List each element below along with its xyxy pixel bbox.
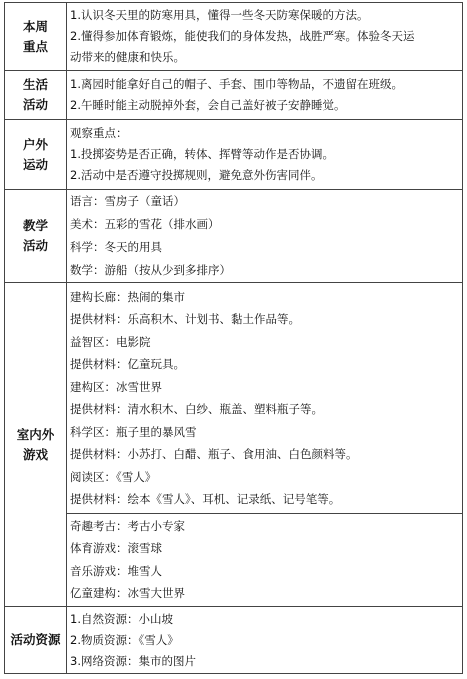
section-label-line: 室内外 xyxy=(16,426,55,442)
section-content xyxy=(67,3,463,71)
weekly-plan-table xyxy=(4,2,463,674)
content-line: 2.活动中是否遵守投掷规则，避免意外伤害同伴。 xyxy=(70,168,323,182)
section-label xyxy=(5,3,67,71)
content-line: 益智区：电影院 xyxy=(70,334,151,349)
content-line: 音乐游戏：堆雪人 xyxy=(70,563,162,578)
section-label-line: 活动资源 xyxy=(10,632,61,647)
content-line: 科学区：瓶子里的暴风雪 xyxy=(70,424,197,439)
games-extra-list xyxy=(67,513,462,605)
section-label xyxy=(5,607,67,674)
section-label xyxy=(5,283,67,607)
content-line: 提供材料：小苏打、白醋、瓶子、食用油、白色颜料等。 xyxy=(70,447,358,461)
content-line: 建构长廊：热闹的集市 xyxy=(70,289,185,304)
section-label-line: 本周 xyxy=(22,18,48,34)
content-line: 数学：游船（按从少到多排序） xyxy=(70,263,231,277)
section-label xyxy=(5,190,67,283)
content-line: 观察重点： xyxy=(70,126,128,140)
content-line: 亿童建构：冰雪大世界 xyxy=(70,586,185,600)
content-line: 3.网络资源：集市的图片 xyxy=(70,653,196,668)
content-line: 2.物质资源：《雪人》 xyxy=(70,632,179,647)
section-content xyxy=(67,71,463,120)
content-line: 1.离园时能拿好自己的帽子、手套、围巾等物品，不遗留在班级。 xyxy=(70,77,403,91)
games-area-list xyxy=(67,285,462,513)
section-content xyxy=(67,120,463,190)
section-label xyxy=(5,71,67,120)
section-row-outdoor xyxy=(5,120,463,190)
content-line: 语言：雪房子（童话） xyxy=(70,194,185,208)
section-content xyxy=(67,283,463,607)
content-line: 建构区：冰雪世界 xyxy=(70,379,162,394)
content-line: 提供材料：乐高积木、计划书、黏土作品等。 xyxy=(70,312,300,326)
content-line: 阅读区：《雪人》 xyxy=(70,469,157,484)
section-label-line: 生活 xyxy=(22,77,48,92)
section-content xyxy=(67,607,463,674)
content-line: 2.午睡时能主动脱掉外套，会自己盖好被子安静睡觉。 xyxy=(70,98,346,112)
content-line: 体育游戏：滚雪球 xyxy=(70,541,162,555)
section-label-line: 活动 xyxy=(22,238,48,253)
content-line: 提供材料：清水积木、白纱、瓶盖、塑料瓶子等。 xyxy=(70,402,323,416)
content-line: 提供材料：亿童玩具。 xyxy=(70,357,185,371)
section-row-teaching xyxy=(5,190,463,283)
content-line: 1.自然资源：小山坡 xyxy=(70,611,173,626)
section-label-line: 游戏 xyxy=(22,446,48,462)
section-row-focus xyxy=(5,3,463,71)
section-label-line: 活动 xyxy=(22,97,48,112)
content-line: 1.认识冬天里的防寒用具，懂得一些冬天防寒保暖的方法。 xyxy=(70,8,369,22)
section-content xyxy=(67,190,463,283)
content-line: 美术：五彩的雪花（排水画） xyxy=(70,217,220,231)
section-label-line: 教学 xyxy=(22,218,48,233)
content-line: 1.投掷姿势是否正确，转体、挥臂等动作是否协调。 xyxy=(70,147,334,161)
section-label xyxy=(5,120,67,190)
content-line: 科学：冬天的用具 xyxy=(70,240,162,254)
content-line: 2.懂得参加体育锻炼，能使我们的身体发热，战胜严寒。体验冬天运 xyxy=(70,29,415,43)
section-row-games xyxy=(5,283,463,607)
section-label-line: 运动 xyxy=(22,156,48,172)
content-line: 动带来的健康和快乐。 xyxy=(70,50,185,64)
section-label-line: 重点 xyxy=(22,38,48,54)
content-line: 提供材料：绘本《雪人》、耳机、记录纸、记号笔等。 xyxy=(70,492,341,506)
section-label-line: 户外 xyxy=(22,136,48,152)
section-row-resources xyxy=(5,607,463,674)
section-row-daily-life xyxy=(5,71,463,120)
content-line: 奇趣考古：考古小专家 xyxy=(70,518,185,533)
